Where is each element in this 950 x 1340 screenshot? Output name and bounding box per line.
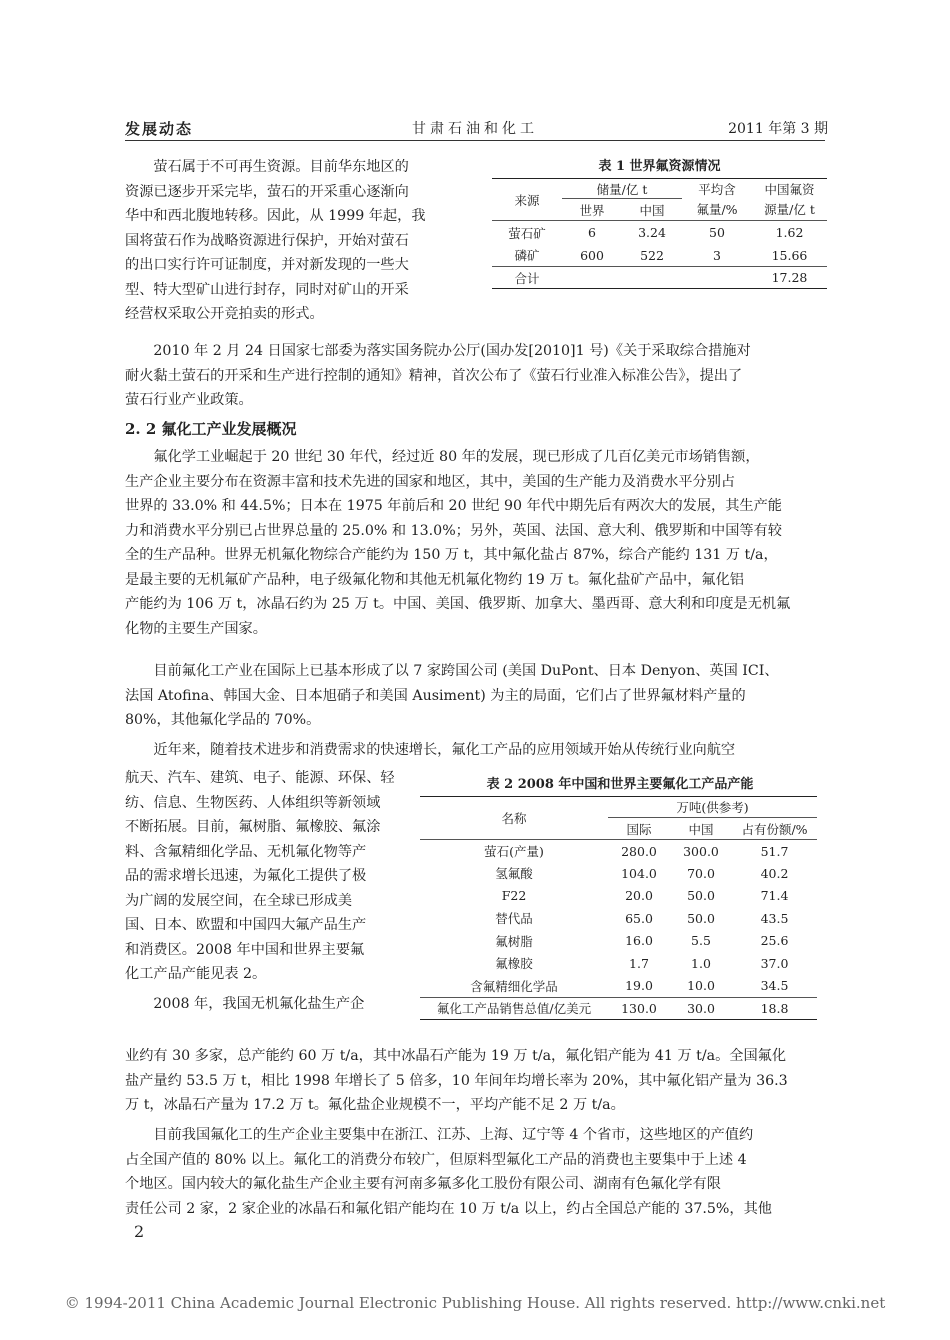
companies-paragraph: [125, 659, 825, 733]
table-row: [420, 885, 817, 908]
table1-header-world: 世界: [579, 202, 605, 218]
table-cell: [622, 267, 682, 289]
table2-header-intl: 国际: [626, 821, 652, 837]
table-row: [492, 221, 827, 245]
table-row: [420, 997, 817, 1020]
section-label: 发展动态: [125, 120, 194, 138]
table-cell: 萤石(产量): [484, 844, 544, 859]
table-cell: 1.7: [629, 955, 649, 971]
text-line: 的出口实行许可证制度，并对新发现的一些大: [125, 257, 409, 273]
table-cell: F22: [501, 888, 527, 904]
header-rule: [125, 140, 825, 141]
table-row: [420, 907, 817, 930]
table-cell: 522: [640, 247, 664, 263]
intro-paragraph: [125, 155, 465, 327]
table2-header-share: 占有份额/%: [741, 821, 808, 837]
table-cell: 6: [588, 225, 596, 241]
table2-header-name: 名称: [420, 797, 608, 840]
text-line: 华中和西北腹地转移。因此，从 1999 年起，我: [125, 208, 426, 224]
table-cell: 37.0: [760, 955, 789, 971]
text-line: 型、特大型矿山进行封存，同时对矿山的开采: [125, 281, 409, 298]
table1-header-china: 中国: [639, 202, 665, 218]
table-cell: 3: [713, 247, 721, 263]
table-row: [492, 267, 827, 289]
text-line: 耐火黏土萤石的开采和生产进行控制的通知》精神，首次公布了《萤石行业准入标准公告》，提出了: [125, 367, 743, 384]
table1: [492, 178, 827, 289]
text-line: 目前氟化工产业在国际上已基本形成了以 7 家跨国公司 (美国 DuPont、日本 Denyon、英国 ICI、: [153, 663, 779, 679]
text-line: 资源已逐步开采完毕，萤石的开采重心逐渐向: [125, 183, 409, 200]
text-line: 氟化学工业崛起于 20 世纪 30 年代，经过近 80 年的发展，现已形成了几百亿美元市场销售额，: [153, 449, 760, 465]
text-line: 是最主要的无机氟矿产品种，电子级氟化物和其他无机氟化物约 19 万 t。氟化盐矿产品中，氟化铝: [125, 571, 744, 588]
text-line: 2008 年，我国无机氟化盐生产企: [153, 995, 365, 1012]
table-cell: 50.0: [687, 888, 715, 904]
table1-header-china2: 源量/亿 t: [764, 202, 815, 218]
table-cell: 氢氟酸: [495, 866, 533, 882]
table-cell: 15.66: [771, 247, 808, 263]
table1-header-avg2: 氟量/%: [696, 202, 738, 218]
text-line: 纺、信息、生物医药、人体组织等新领域: [125, 794, 381, 811]
table-cell: 氟橡胶: [495, 956, 533, 972]
table-cell: 40.2: [760, 865, 789, 881]
table-cell: 1.0: [691, 955, 711, 971]
text-line: 航天、汽车、建筑、电子、能源、环保、轻: [125, 770, 395, 786]
text-line: 生产企业主要分布在资源丰富和技术先进的国家和地区，其中，美国的生产能力及消费水平分别占: [125, 473, 736, 490]
table-cell: 18.8: [760, 1000, 789, 1016]
table2-caption: 表 2 2008 年中国和世界主要氟化工产品产能: [486, 777, 754, 792]
text-line: 为广阔的发展空间，在全球已形成美: [125, 892, 353, 909]
table-cell: 萤石矿: [508, 225, 546, 241]
text-line: 近年来，随着技术进步和消费需求的快速增长，氟化工产品的应用领域开始从传统行业向航空: [153, 742, 736, 758]
table-row: [420, 952, 817, 975]
table-cell: 71.4: [760, 888, 789, 904]
text-line: 国将萤石作为战略资源进行保护，开始对萤石: [125, 232, 409, 249]
table-cell: 65.0: [625, 910, 653, 926]
text-line: 占全国产值的 80% 以上。氟化工的消费分布较广，但原料型氟化工产品的消费也主要集中于上述 4: [125, 1151, 747, 1168]
issue-label: 2011 年第 3 期: [728, 121, 828, 137]
policy-paragraph: [125, 339, 825, 413]
table-cell: 16.0: [625, 933, 653, 949]
text-line: 力和消费水平分别已占世界总量的 25.0% 和 13.0%；另外，英国、法国、意大利、俄罗斯和中国等有较: [125, 522, 782, 539]
text-line: 全的生产品种。世界无机氟化物综合产能约为 150 万 t，其中氟化盐占 87%，综合产能约 131 万 t/a，: [125, 547, 778, 563]
copyright-footer: © 1994-2011 China Academic Journal Electronic Publishing House. All rights reserved. http://www.cnki.net: [64, 1294, 886, 1312]
text-line: 个地区。国内较大的氟化盐生产企业主要有河南多氟多化工股份有限公司、湖南有色氟化学有限: [125, 1176, 721, 1192]
table-row: [420, 840, 817, 863]
table-cell: [682, 267, 752, 289]
table-cell: 10.0: [687, 978, 715, 993]
table1-header-reserve: 储量/亿 t: [562, 179, 682, 199]
text-line: 品的需求增长迅速，为氟化工提供了极: [125, 868, 367, 884]
table-cell: [562, 267, 622, 289]
table-cell: 25.6: [760, 933, 789, 949]
table-cell: 17.28: [771, 270, 808, 285]
text-line: 国、日本、欧盟和中国四大氟产品生产: [125, 917, 367, 933]
table2: [420, 796, 817, 1020]
text-line: 料、含氟精细化学品、无机氟化物等产: [125, 843, 367, 860]
table-cell: 3.24: [638, 225, 666, 241]
text-line: 责任公司 2 家，2 家企业的冰晶石和氟化铝产能均在 10 万 t/a 以上，约占全国总产能的 37.5%，其他: [125, 1200, 772, 1217]
table-cell: 600: [580, 247, 604, 263]
table-row: [420, 975, 817, 998]
text-line: 产能约为 106 万 t，冰晶石约为 25 万 t。中国、美国、俄罗斯、加拿大、墨西哥、意大利和印度是无机氟: [125, 596, 791, 612]
recent-paragraph-first-line: [125, 738, 825, 763]
page-number: 2: [134, 1222, 145, 1241]
table-cell: 20.0: [625, 888, 653, 904]
table-row: [492, 245, 827, 267]
text-line: 万 t，冰晶石产量为 17.2 万 t。氟化盐企业规模不一，平均产能不足 2 万 t/a。: [125, 1097, 625, 1113]
domestic-paragraph: [125, 1123, 825, 1221]
text-line: 经营权采取公开竞拍卖的形式。: [125, 306, 324, 322]
table-cell: 1.62: [775, 225, 804, 241]
table-cell: 19.0: [625, 978, 653, 993]
table1-caption: 表 1 世界氟资源情况: [598, 159, 721, 174]
text-line: 盐产量约 53.5 万 t，相比 1998 年增长了 5 倍多，10 年间年均增长率为 20%，其中氟化铝产量为 36.3: [125, 1072, 788, 1089]
table-cell: 磷矿: [514, 248, 540, 264]
table-cell: 50.0: [687, 910, 715, 926]
table-cell: 替代品: [495, 911, 533, 927]
paragraph-2008: [125, 1044, 825, 1118]
table2-header-china: 中国: [688, 821, 714, 837]
table2-header-unit: 万吨(供参考): [608, 797, 817, 818]
table1-header-avg1: 平均含: [698, 181, 736, 197]
table-cell: 50: [709, 225, 725, 241]
text-line: 化工产品产能见表 2。: [125, 966, 267, 982]
table-cell: 300.0: [683, 843, 719, 859]
table-cell: 30.0: [687, 1000, 715, 1016]
recent-paragraph: [125, 766, 405, 1016]
table-cell: 合计: [514, 270, 540, 286]
table-cell: 43.5: [760, 910, 789, 926]
table-cell: 280.0: [621, 843, 657, 859]
table-cell: 含氟精细化学品: [470, 978, 558, 994]
table1-header-china1: 中国氟资: [764, 181, 815, 197]
table-row: [420, 862, 817, 885]
text-line: 目前我国氟化工的生产企业主要集中在浙江、江苏、上海、辽宁等 4 个省市，这些地区的产值约: [153, 1127, 754, 1143]
text-line: 化物的主要生产国家。: [125, 620, 267, 637]
table-cell: 130.0: [621, 1000, 657, 1016]
text-line: 世界的 33.0% 和 44.5%；日本在 1975 年前后和 20 世纪 90 年代中期先后有两次大的发展，其生产能: [125, 498, 782, 514]
text-line: 2010 年 2 月 24 日国家七部委为落实国务院办公厅(国办发[2010]1 号)《关于采取综合措施对: [153, 343, 751, 359]
table-row: [420, 930, 817, 953]
table1-header-source: 来源: [492, 179, 562, 221]
journal-title: 甘肃石油和化工: [412, 121, 538, 137]
table-cell: 氟化工产品销售总值/亿美元: [436, 1001, 592, 1017]
table-cell: 51.7: [760, 843, 789, 859]
text-line: 法国 Atofina、韩国大金、日本旭硝子和美国 Ausiment) 为主的局面，它们占了世界氟材料产量的: [125, 687, 746, 704]
table-cell: 34.5: [760, 978, 789, 993]
table-cell: 70.0: [687, 865, 715, 881]
section-heading: 2. 2 氟化工产业发展概况: [125, 420, 297, 438]
table-cell: 氟树脂: [495, 933, 533, 949]
table-cell: 5.5: [691, 933, 711, 949]
overview-paragraph: [125, 445, 825, 641]
text-line: 不断拓展。目前，氟树脂、氟橡胶、氟涂: [125, 819, 381, 835]
text-line: 80%，其他氟化学品的 70%。: [125, 712, 321, 728]
text-line: 业约有 30 多家，总产能约 60 万 t/a，其中冰晶石产能为 19 万 t/a，氟化铝产能为 41 万 t/a。全国氟化: [125, 1048, 787, 1064]
text-line: 萤石属于不可再生资源。目前华东地区的: [153, 159, 409, 175]
text-line: 萤石行业产业政策。: [125, 392, 253, 408]
table-cell: 104.0: [621, 865, 657, 881]
text-line: 和消费区。2008 年中国和世界主要氟: [125, 941, 365, 958]
